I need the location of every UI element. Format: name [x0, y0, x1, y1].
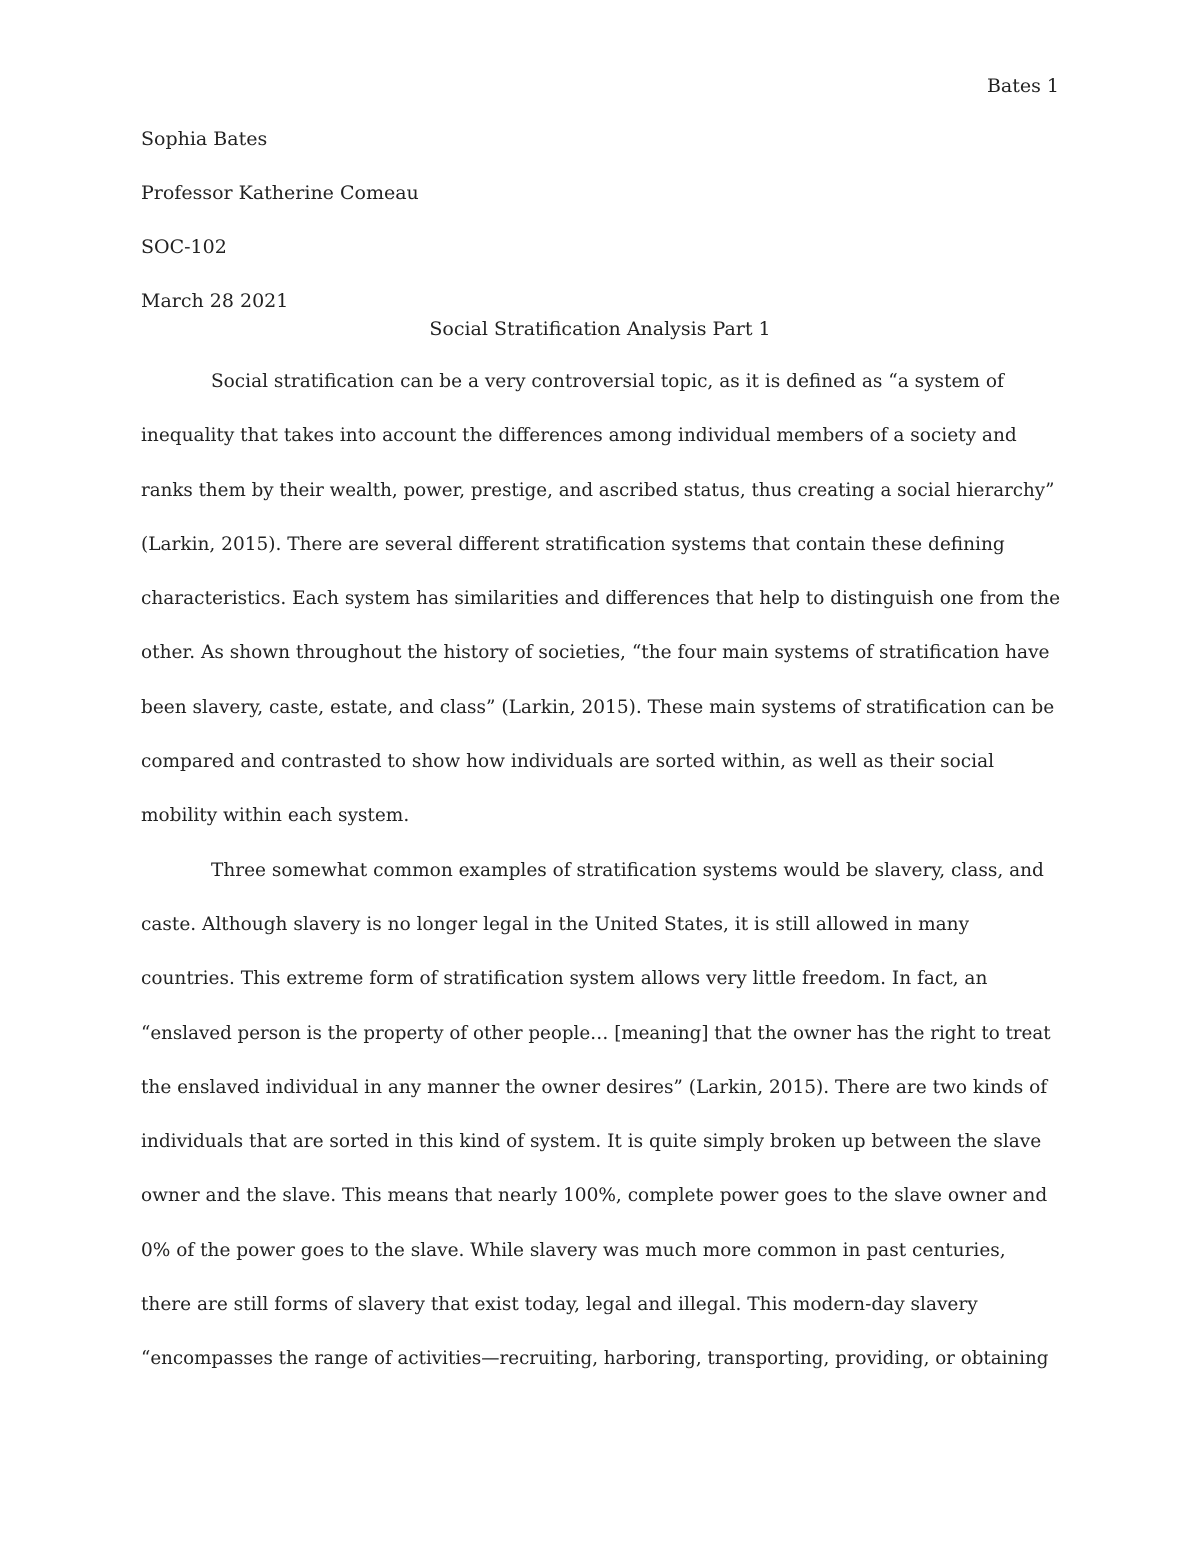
student-name: Sophia Bates	[141, 128, 268, 150]
paragraph	[141, 370, 1059, 859]
mla-heading	[141, 127, 1059, 343]
text-line: Social stratification can be a very controversial topic, as it is defined as “a system of	[211, 371, 1004, 392]
body-text	[141, 370, 1059, 1402]
text-line: characteristics. Each system has similarities and differences that help to distinguish one from the	[141, 588, 1061, 610]
text-line: other. As shown throughout the history of societies, “the four main systems of stratification have	[141, 642, 1050, 664]
text-line: Three somewhat common examples of stratification systems would be slavery, class, and	[211, 859, 1044, 881]
submission-date: March 28 2021	[141, 290, 289, 312]
text-line: compared and contrasted to show how individuals are sorted within, as well as their social	[141, 751, 995, 773]
text-line: “enslaved person is the property of other people… [meaning] that the owner has the right to treat	[141, 1022, 1051, 1044]
text-line: been slavery, caste, estate, and class” (Larkin, 2015). These main systems of stratification can be	[141, 696, 1055, 718]
text-line: caste. Although slavery is no longer legal in the United States, it is still allowed in many	[141, 913, 970, 935]
course-code: SOC-102	[141, 236, 227, 258]
text-line: owner and the slave. This means that nearly 100%, complete power goes to the slave owner and	[141, 1185, 1048, 1207]
document-title: Social Stratification Analysis Part 1	[429, 318, 771, 340]
text-line: there are still forms of slavery that exist today, legal and illegal. This modern-day slavery	[141, 1294, 978, 1316]
text-line: individuals that are sorted in this kind of system. It is quite simply broken up between the slave	[141, 1131, 1042, 1153]
running-head: Bates 1	[986, 75, 1059, 97]
text-line: ranks them by their wealth, power, prestige, and ascribed status, thus creating a social hierarchy”	[141, 479, 1055, 501]
text-line: countries. This extreme form of stratification system allows very little freedom. In fact, an	[141, 968, 988, 990]
text-line: the enslaved individual in any manner the owner desires” (Larkin, 2015). There are two kinds of	[141, 1076, 1048, 1098]
text-line: “encompasses the range of activities—recruiting, harboring, transporting, providing, or obtaining	[141, 1348, 1049, 1370]
text-line: 0% of the power goes to the slave. While slavery was much more common in past centuries,	[141, 1239, 1006, 1261]
text-line: (Larkin, 2015). There are several different stratification systems that contain these defining	[141, 533, 1005, 555]
text-line: inequality that takes into account the differences among individual members of a society and	[141, 425, 1017, 447]
text-line: mobility within each system.	[141, 805, 410, 827]
paragraph	[141, 859, 1059, 1402]
professor-name: Professor Katherine Comeau	[141, 182, 419, 204]
